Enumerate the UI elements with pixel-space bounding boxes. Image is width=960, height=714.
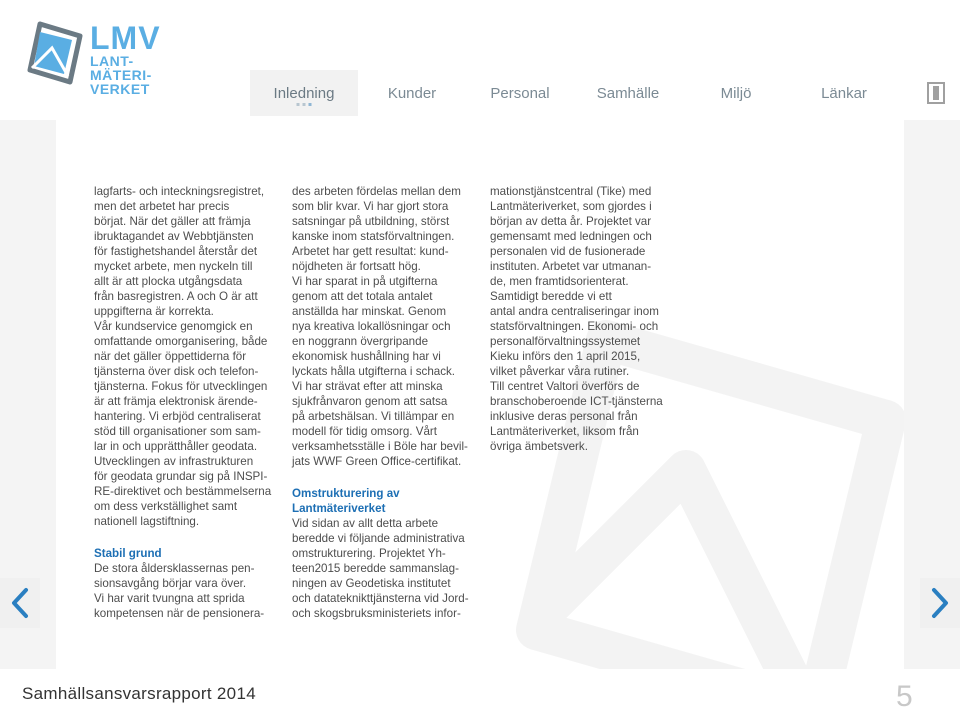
nav-item-lankar[interactable] (790, 70, 898, 116)
header (0, 0, 960, 120)
report-title: Samhällsansvarsrapport 2014 (22, 684, 256, 703)
logo-line-3: VERKET (90, 81, 150, 97)
lmv-logo-icon (18, 18, 90, 90)
nav-item-samhalle[interactable] (574, 70, 682, 116)
section-heading: Omstrukturering av Lantmäteriverket (292, 487, 400, 515)
logo-line-2: MÄTERI- (90, 67, 152, 83)
paragraph: mationstjänstcentral (Tike) med Lantmäteriverket, som gjordes i början av detta år. Projektet var gemensamt med ledningen och personalen vid de fusionerade instituten. Arbetet var utmanan- de, men framtidsorienterat. (490, 185, 652, 288)
paragraph: Vår kundservice genomgick en omfattande omorganisering, både när det gäller öppettiderna för tjänsterna över disk och telefon- tjänsterna. Fokus för utvecklingen är att främja elektronisk ärende- hantering. Vi erbjöd centraliserat stöd till organisationer som sam- lar in och upprätthåller geodata. Utvecklingen av infrastrukturen för geodata grundar sig på INSPI- RE-direktivet och bestämmelserna om dess verkställighet samt nationell lagstiftning. (94, 320, 272, 528)
next-page-button[interactable] (920, 578, 960, 628)
main-nav (250, 70, 898, 120)
paragraph: Vi har sparat in på utgifterna genom att det totala antalet anställda har minskat. Genom nya kreativa lokallösningar och en noggrann övergripande ekonomisk hushållning har vi lyckats hålla utgifterna i schack. Vi har strävat efter att minska sjukfrånvaron genom att satsa på arbetshälsan. Vi tillämpar en modell för tidig omsorg. Vårt verksamhetsställe i Böle har bevil- jats WWF Green Office-certifikat. (292, 275, 468, 468)
section-heading: Stabil grund (94, 547, 162, 560)
nav-active-indicator (297, 103, 312, 106)
nav-item-label: Inledning (273, 84, 335, 102)
content-panel (56, 120, 904, 669)
chevron-right-icon (930, 587, 950, 619)
chevron-left-icon (10, 587, 30, 619)
nav-item-label: Kunder (387, 84, 437, 102)
nav-item-personal[interactable] (466, 70, 574, 116)
logo-line-1: LANT- (90, 53, 134, 69)
text-column-3 (490, 184, 672, 454)
nav-item-label: Miljö (720, 84, 752, 102)
logo-wordmark (90, 22, 161, 96)
menu-icon[interactable] (927, 82, 945, 104)
previous-page-button[interactable] (0, 578, 40, 628)
nav-item-label: Personal (490, 84, 550, 102)
lmv-logo[interactable] (18, 18, 168, 108)
page-area (0, 120, 960, 669)
logo-lmv: LMV (90, 20, 161, 56)
page-number: 5 (896, 680, 913, 713)
nav-item-label: Länkar (821, 84, 867, 102)
text-column-1 (94, 184, 276, 621)
nav-item-inledning[interactable] (250, 70, 358, 116)
paragraph: De stora åldersklassernas pen- sionsavgång börjar vara över. Vi har varit tvungna att sprida kompetensen när de pensionera- (94, 562, 265, 620)
nav-item-kunder[interactable] (358, 70, 466, 116)
nav-item-label: Samhälle (596, 84, 660, 102)
text-column-2 (292, 184, 474, 621)
paragraph: des arbeten fördelas mellan dem som blir kvar. Vi har gjort stora satsningar på utbildning, störst kanske inom statsförvaltningen. Arbetet har gett resultat: kund- nöjdheten är fortsatt hög. (292, 185, 461, 273)
nav-item-miljo[interactable] (682, 70, 790, 116)
paragraph: Samtidigt beredde vi ett antal andra centraliseringar inom statsförvaltningen. Ekonomi- och personalförvaltningssystemet Kieku införs den 1 april 2015, vilket påverkar våra rutiner. Till centret Valtori överförs de branschoberoende ICT-tjänsterna inklusive deras personal från Lantmäteriverket, liksom från övriga ämbetsverk. (490, 290, 663, 453)
paragraph: lagfarts- och inteckningsregistret, men det arbetet har precis börjat. När det gäller att främja ibruktagandet av Webbtjänsten för fastighetshandel återstår det mycket arbete, men nyckeln till allt är att plocka utgångsdata från basregistren. A och O är att uppgifterna är korrekta. (94, 185, 265, 318)
paragraph: Vid sidan av allt detta arbete beredde vi följande administrativa omstrukturering. Projektet Yh- teen2015 beredde sammanslag- ningen av Geodetiska institutet och datateknikttjänsterna vid Jord- och skogsbruksministeriets infor- (292, 517, 469, 620)
